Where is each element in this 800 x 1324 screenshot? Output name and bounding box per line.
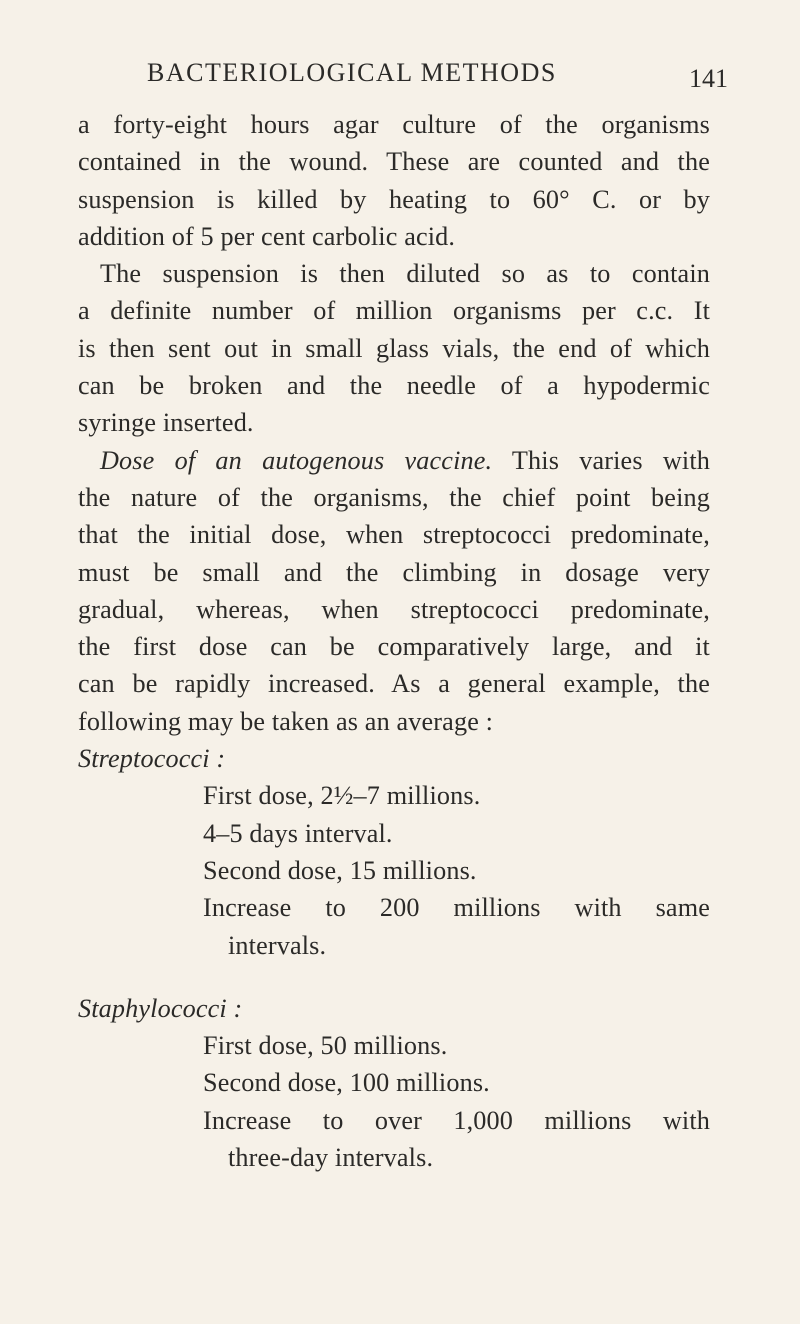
- streptococci-heading-text: Streptococci :: [78, 744, 226, 774]
- text-line: a definite number of million organisms per c.c. It: [78, 296, 710, 326]
- dosage-line: Second dose, 100 millions.: [203, 1068, 490, 1098]
- dosage-line: First dose, 50 millions.: [203, 1031, 448, 1061]
- text-line: gradual, whereas, when streptococci predominate,: [78, 594, 710, 624]
- dosage-line: Increase to 200 millions with same: [203, 893, 710, 923]
- text-line: suspension is killed by heating to 60° C. or by: [78, 184, 710, 214]
- paragraph-2: [78, 255, 710, 441]
- staphylococci-heading: [78, 990, 710, 1027]
- text-line: contained in the wound. These are counted and the: [78, 147, 710, 177]
- paragraph-1: [78, 106, 710, 255]
- dosage-line: Second dose, 15 millions.: [203, 855, 477, 885]
- staphylococci-section: [78, 990, 710, 1176]
- text-line: can be broken and the needle of a hypodermic: [78, 371, 710, 401]
- dosage-line: 4–5 days interval.: [203, 818, 393, 848]
- running-title: BACTERIOLOGICAL METHODS: [147, 58, 557, 87]
- text-line: that the initial dose, when streptococci predominate,: [78, 520, 710, 550]
- text-line: following may be taken as an average :: [78, 706, 494, 736]
- text-line: syringe inserted.: [78, 408, 254, 438]
- section-heading: Dose of an autogenous vaccine.: [100, 445, 493, 475]
- text-line: the nature of the organisms, the chief point being: [78, 482, 710, 512]
- page-number: 141: [689, 64, 728, 93]
- dosage-line: First dose, 2½–7 millions.: [203, 781, 481, 811]
- paragraph-3: [78, 442, 710, 740]
- text-line: The suspension is then diluted so as to contain: [100, 259, 710, 289]
- text-line: the first dose can be comparatively large, and it: [78, 632, 710, 662]
- dosage-continuation: three-day intervals.: [228, 1143, 434, 1173]
- dosage-continuation: intervals.: [228, 930, 327, 960]
- text-line: can be rapidly increased. As a general example, the: [78, 669, 710, 699]
- section-spacer: [78, 964, 710, 990]
- text-line: addition of 5 per cent carbolic acid.: [78, 221, 456, 251]
- streptococci-section: [78, 740, 710, 964]
- text-fragment: This varies with: [492, 445, 710, 475]
- streptococci-heading: [78, 740, 710, 777]
- text-line: [78, 442, 710, 479]
- body-text: [78, 106, 710, 1176]
- text-line: must be small and the climbing in dosage very: [78, 557, 710, 587]
- text-line: is then sent out in small glass vials, the end of which: [78, 333, 710, 363]
- text-line: a forty-eight hours agar culture of the organisms: [78, 110, 710, 139]
- staphylococci-heading-text: Staphylococci :: [78, 993, 243, 1023]
- dosage-line: Increase to over 1,000 millions with: [203, 1105, 710, 1135]
